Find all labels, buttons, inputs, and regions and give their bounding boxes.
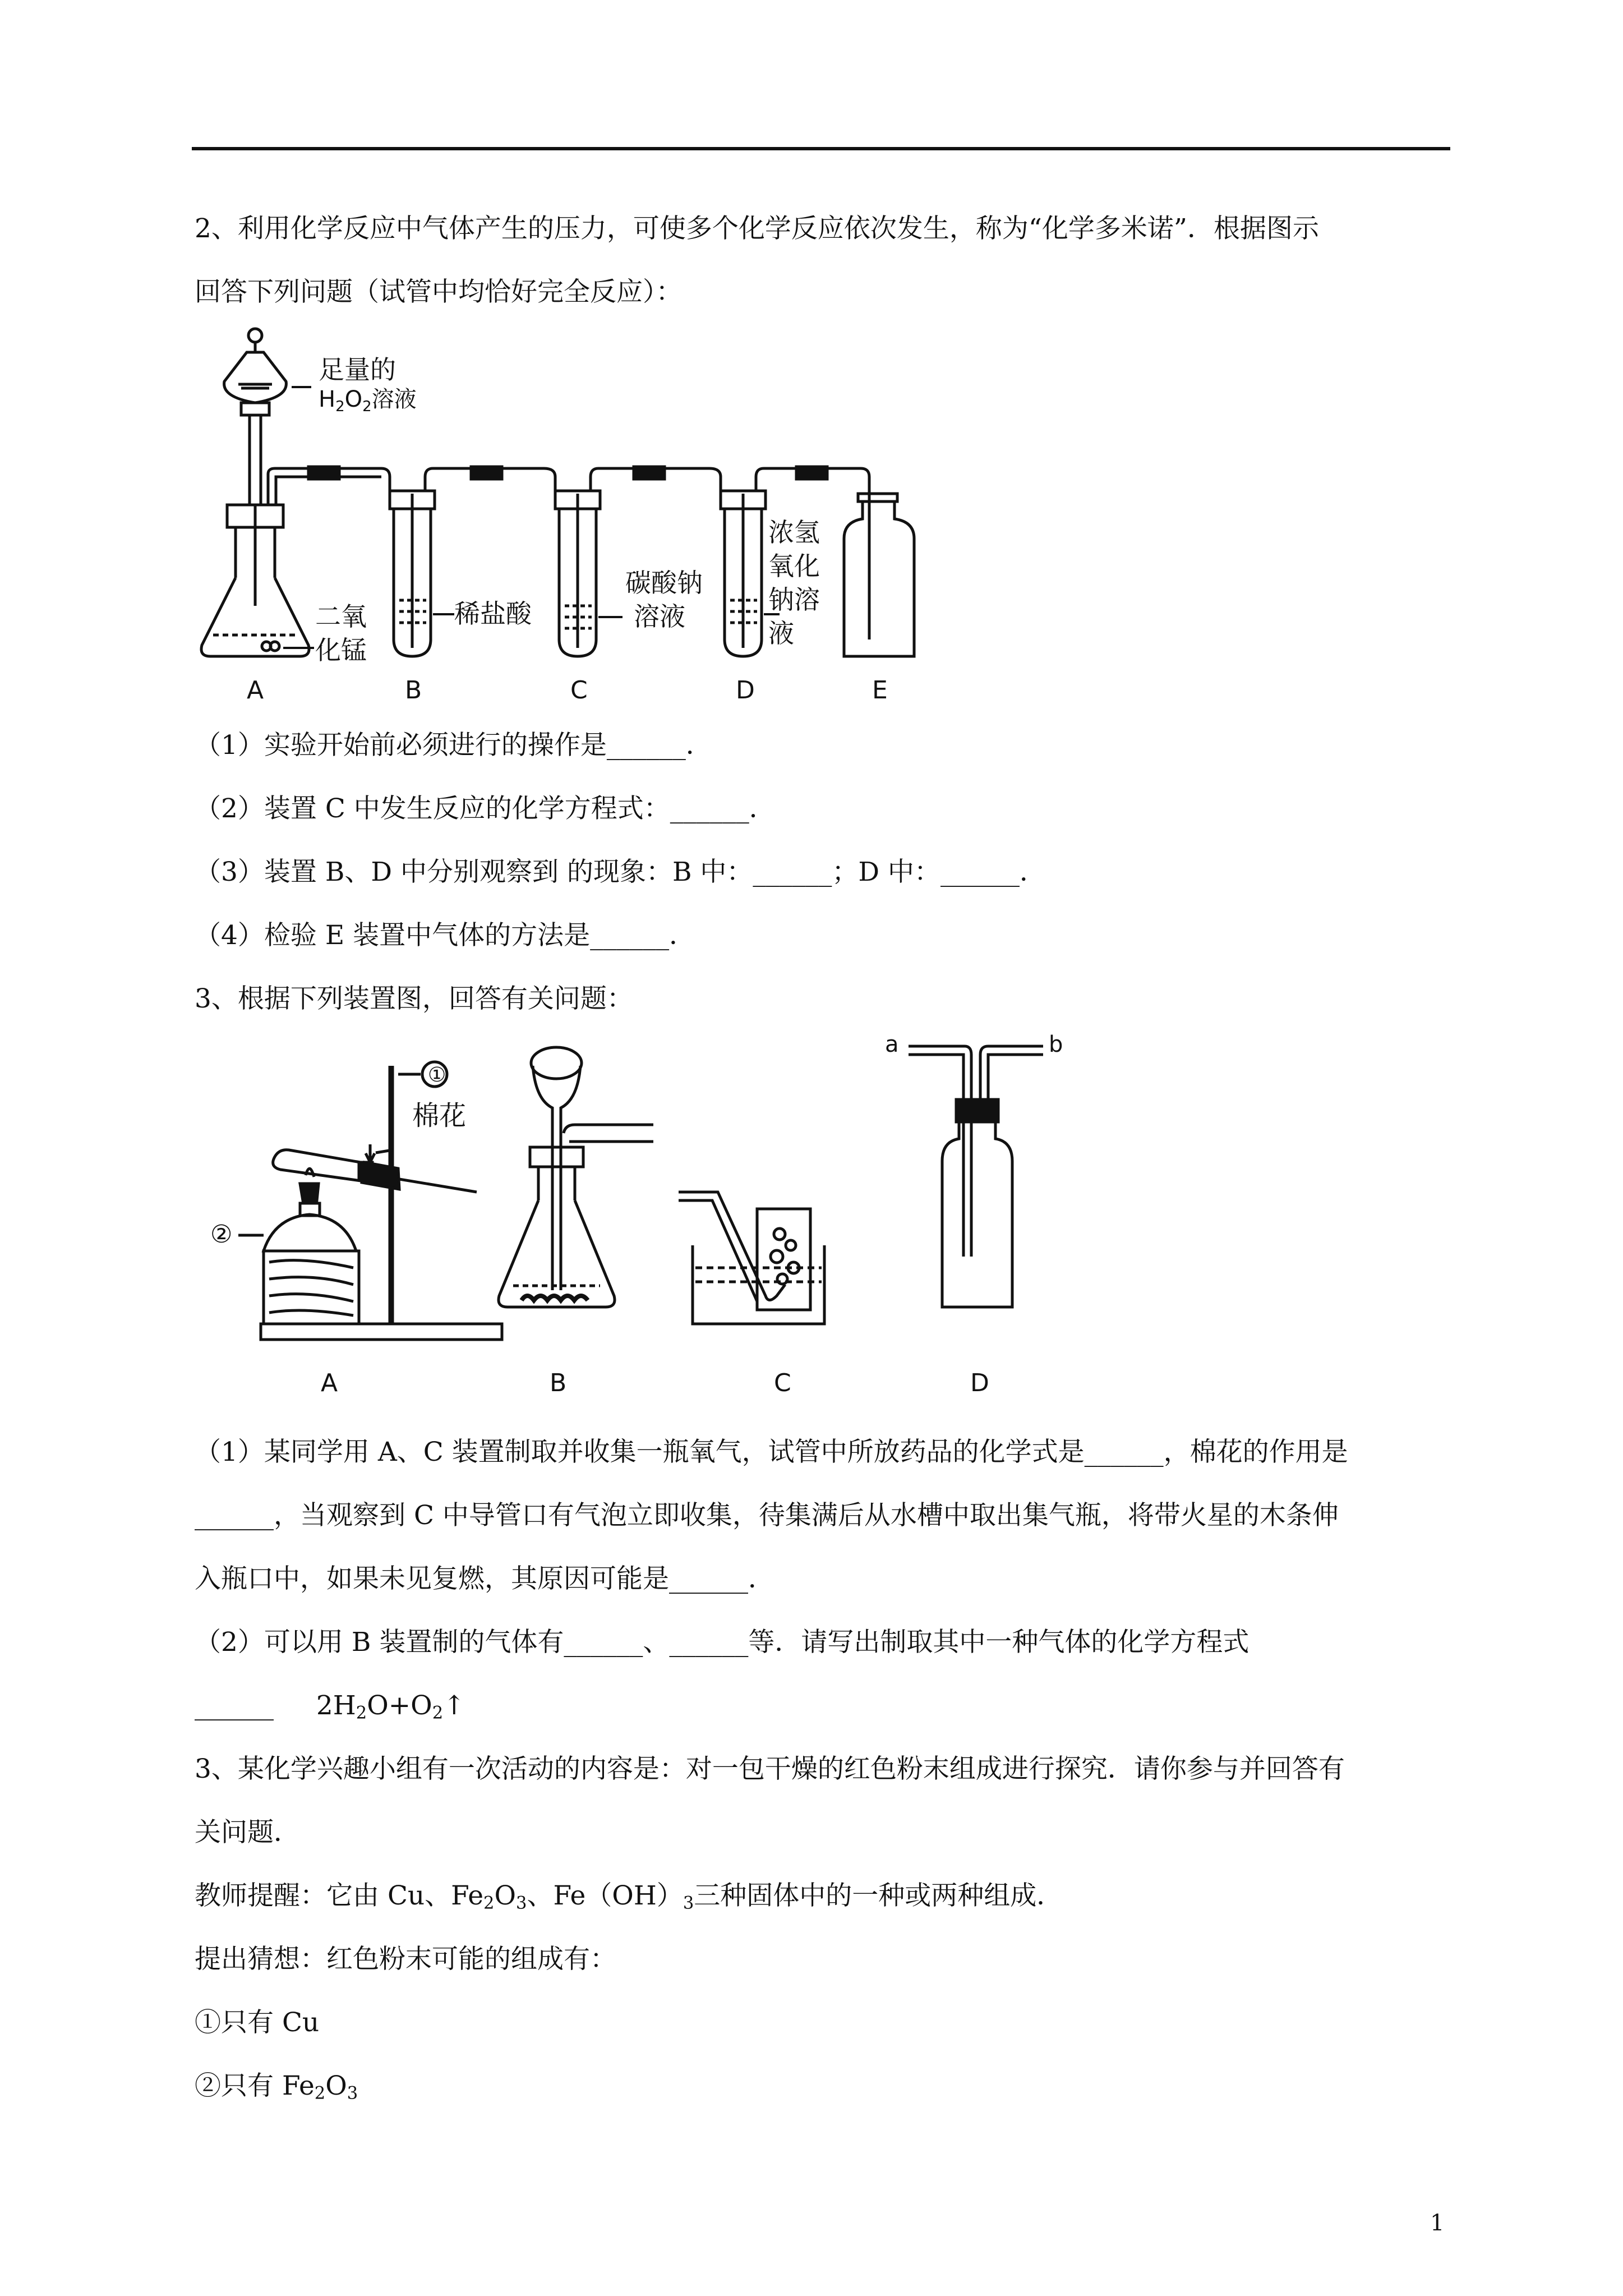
q3a-p1-line2: ______，当观察到 C 中导管口有气泡立即收集，待集满后从水槽中取出集气瓶，将带火星的木条伸 xyxy=(195,1500,1339,1531)
funnel-label-line1: 足量的 xyxy=(319,355,396,385)
q3a-intro: 3、根据下列装置图，回答有关问题： xyxy=(195,983,633,1014)
q2-sub2: （2）装置 C 中发生反应的化学方程式：______． xyxy=(195,793,776,824)
q2-sub4: （4）检验 E 装置中气体的方法是______． xyxy=(195,920,696,951)
naoh-label-line3: 钠溶 xyxy=(768,585,820,615)
apparatus-letter-c: C xyxy=(570,676,588,705)
q2-intro-line2: 回答下列问题（试管中均恰好完全反应）： xyxy=(195,277,683,307)
q2-intro-line1: 2、利用化学反应中气体产生的压力，可使多个化学反应依次发生，称为“化学多米诺”．根据图示 xyxy=(195,213,1319,244)
funnel-label-line2: $H_2O_2$溶液 xyxy=(319,386,417,415)
q3a-p2-line2: ______ $2H_2O+O_2↑$ xyxy=(195,1690,465,1723)
circle-mark-1: ① xyxy=(428,1064,446,1087)
up-arrow-icon: ↑ xyxy=(443,1690,465,1721)
apparatus-letter-b: B xyxy=(405,676,422,705)
mno2-label-line2: 化锰 xyxy=(315,635,367,665)
port-b-label: b xyxy=(1049,1032,1063,1057)
apparatus-letter-a: A xyxy=(321,1369,338,1397)
q3b-guess: 提出猜想：红色粉末可能的组成有： xyxy=(195,1944,616,1975)
cotton-label: 棉花 xyxy=(412,1100,467,1131)
na2co3-label-line2: 溶液 xyxy=(634,601,685,632)
q2-sub1: （1）实验开始前必须进行的操作是______． xyxy=(195,730,712,761)
apparatus-letter-b: B xyxy=(550,1369,567,1397)
answer-blank: ______ xyxy=(195,1690,274,1721)
q3b-hint: 教师提醒：它由 Cu、$Fe_2O_3$、$Fe(OH)_3$三种固体中的一种或两种组成． xyxy=(195,1880,1063,1913)
page-number: 1 xyxy=(1430,2210,1445,2236)
hcl-label: 稀盐酸 xyxy=(454,599,532,629)
mno2-label-line1: 二氧 xyxy=(315,601,367,632)
naoh-label-line4: 液 xyxy=(768,618,794,648)
naoh-label-line1: 浓氢 xyxy=(768,517,820,547)
q3a-p1-line3: 入瓶口中，如果未见复燃，其原因可能是______． xyxy=(195,1563,774,1594)
q3a-p1-line1: （1）某同学用 A、C 装置制取并收集一瓶氧气，试管中所放药品的化学式是______，棉花的作用是 xyxy=(195,1437,1348,1467)
apparatus-letter-d: D xyxy=(736,676,755,705)
header-rule xyxy=(192,147,1450,150)
q3a-p2-line1: （2）可以用 B 装置制的气体有______、______等．请写出制取其中一种气体的化学方程式 xyxy=(195,1627,1249,1658)
na2co3-label-line1: 碳酸钠 xyxy=(625,568,703,598)
q3b-option1: ①只有 Cu xyxy=(195,2007,320,2038)
port-a-label: a xyxy=(885,1032,899,1057)
naoh-label-line2: 氧化 xyxy=(768,551,820,581)
domino-apparatus-figure xyxy=(191,325,976,718)
apparatus-letter-e: E xyxy=(872,676,888,705)
q3b-line1: 3、某化学兴趣小组有一次活动的内容是：对一包干燥的红色粉末组成进行探究．请你参与并回答有 xyxy=(195,1754,1345,1784)
q2-sub3: （3）装置 B、D 中分别观察到 的现象：B 中：______；D 中：______． xyxy=(195,857,1046,887)
gas-apparatus-figure xyxy=(191,1032,1144,1414)
apparatus-letter-d: D xyxy=(970,1369,989,1397)
apparatus-letter-a: A xyxy=(247,676,264,705)
q3b-option2: ②只有 $Fe_2O_3$ xyxy=(195,2070,358,2104)
q3b-line2: 关问题． xyxy=(195,1817,300,1848)
apparatus-letter-c: C xyxy=(774,1369,791,1397)
circle-mark-2: ② xyxy=(210,1220,233,1249)
